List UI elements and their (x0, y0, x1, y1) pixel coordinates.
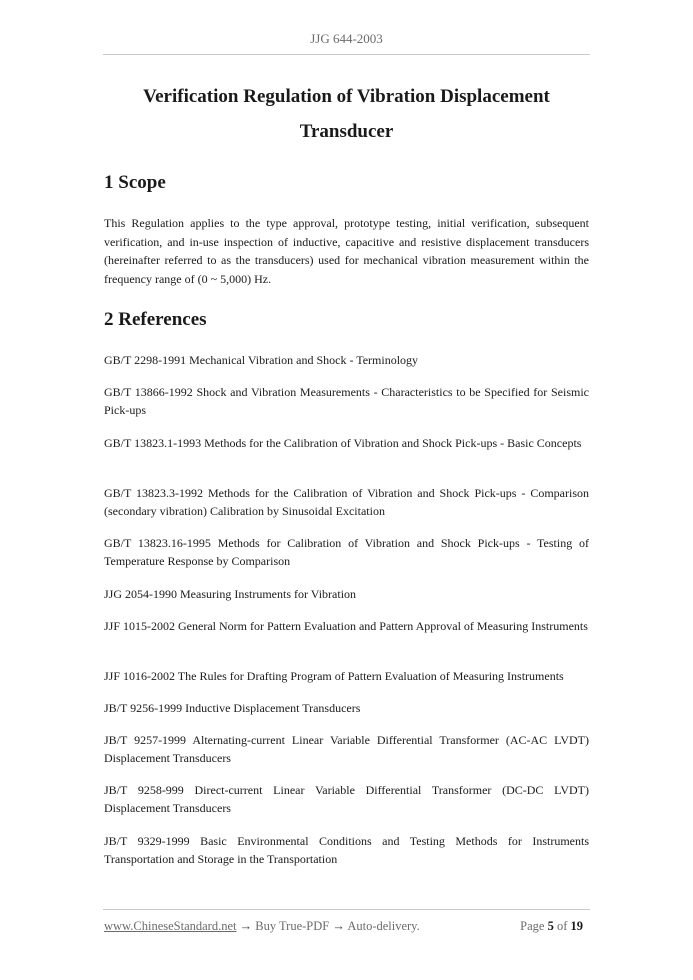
reference-item: JJF 1015-2002 General Norm for Pattern Evaluation and Pattern Approval of Measuring Instruments (104, 619, 588, 633)
document-title-line-1: Verification Regulation of Vibration Displacement (143, 86, 550, 107)
arrow-right-icon: → (239, 919, 253, 933)
reference-item: GB/T 13823.3-1992 Methods for the Calibration of Vibration and Shock Pick-ups - Comparison (secondary vibration) Calibration by Sinusoidal Excitation (104, 486, 589, 518)
buy-true-pdf-text: Buy True-PDF (255, 919, 330, 933)
section-heading-scope: 1 Scope (104, 172, 166, 193)
reference-item: JJG 2054-1990 Measuring Instruments for Vibration (104, 587, 357, 601)
reference-item: JB/T 9256-1999 Inductive Displacement Transducers (104, 701, 361, 715)
page-of-label: of (556, 919, 568, 933)
site-link[interactable]: www.ChineseStandard.net (104, 919, 237, 933)
page-current-number: 5 (547, 919, 554, 933)
section-heading-references: 2 References (104, 309, 207, 330)
reference-item: GB/T 13866-1992 Shock and Vibration Measurements - Characteristics to be Specified for Seismic Pick-ups (104, 385, 589, 417)
page-label: Page (520, 919, 545, 933)
page-indicator (520, 918, 583, 934)
reference-item: JJF 1016-2002 The Rules for Drafting Program of Pattern Evaluation of Measuring Instruments (104, 669, 564, 683)
reference-item: GB/T 13823.1-1993 Methods for the Calibration of Vibration and Shock Pick-ups - Basic Concepts (104, 436, 582, 450)
document-header-id: JJG 644-2003 (310, 31, 383, 46)
reference-item: JB/T 9257-1999 Alternating-current Linear Variable Differential Transformer (AC-AC LVDT) Displacement Transducers (104, 733, 589, 765)
document-title-line-2: Transducer (299, 121, 394, 142)
reference-item: JB/T 9258-999 Direct-current Linear Variable Differential Transformer (DC-DC LVDT) Displacement Transducers (104, 783, 589, 815)
auto-delivery-text: Auto-delivery. (347, 919, 420, 933)
page-footer (104, 918, 589, 934)
reference-item: GB/T 2298-1991 Mechanical Vibration and Shock - Terminology (104, 353, 419, 367)
page-total-number: 19 (570, 919, 583, 933)
arrow-right-icon: → (332, 919, 345, 933)
reference-item: GB/T 13823.16-1995 Methods for Calibration of Vibration and Shock Pick-ups - Testing of Temperature Response by Comparison (104, 536, 589, 568)
header-divider (103, 54, 590, 55)
scope-paragraph: This Regulation applies to the type approval, prototype testing, initial verification, subsequent verification, and in-use inspection of inductive, capacitive and resistive displacement transducers (hereinafter referred to as the transducers) used for mechanical vibration measurement within the frequency range of (0 ~ 5,000) Hz. (104, 216, 589, 286)
footer-divider (103, 909, 590, 910)
reference-item: JB/T 9329-1999 Basic Environmental Conditions and Testing Methods for Instruments Transportation and Storage in the Transportation (104, 834, 589, 866)
